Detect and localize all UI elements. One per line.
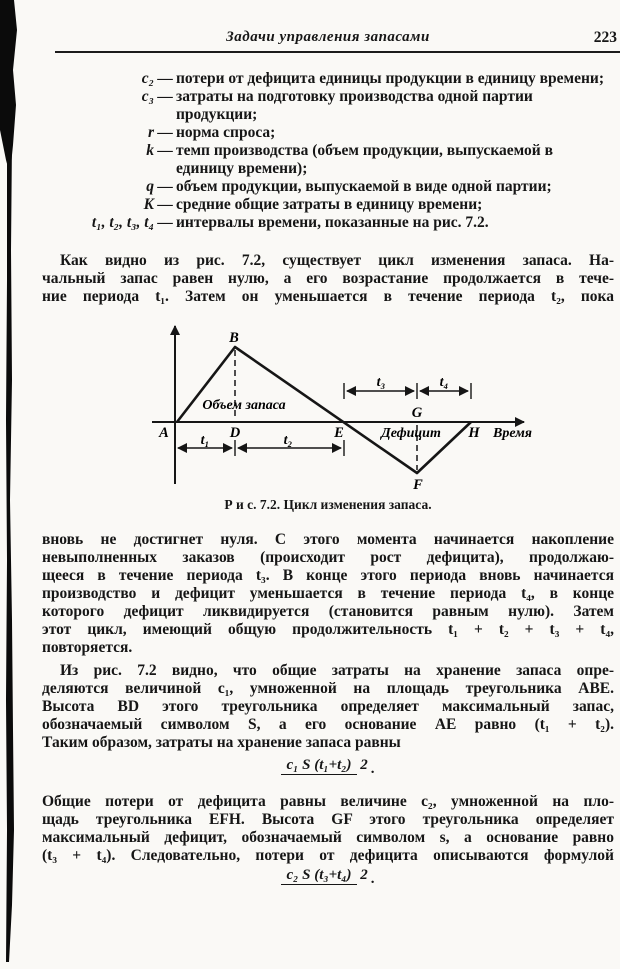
text-line: этот цикл, имеющий общую продолжительность t₁ + t₂ + t₃ + t₄, [42,621,614,638]
text-line: вновь не достигнет нуля. С этого момента начинается накопление [42,531,614,548]
storage-cost-formula [42,753,614,778]
definition-symbol: c₂ [141,70,154,87]
formula-numerator: c₁ S (t₁+t₂) [281,757,356,775]
definition-item [42,124,614,142]
deficit-loss-formula [42,863,614,888]
text-line: темп производства (объем продукции, выпускаемой [176,142,541,159]
definition-symbol: c₃ [141,88,154,105]
paragraph [42,531,614,657]
text-line: объем продукции, выпускаемой в виде одной партии; [176,178,552,195]
gutter-line [6,140,14,962]
paragraph [42,252,614,306]
text-line: повторяется. [42,639,133,656]
definition-dash: — [157,88,173,105]
definition-symbol: K [143,196,154,213]
definition-item [42,70,614,88]
text-line: (t₃ + t₄). Следовательно, потери от дефицита описываются формулой [42,847,614,864]
point-label-e: E [334,425,344,441]
page-number: 223 [593,29,617,46]
point-label-f: F [413,477,423,493]
definition-dash: — [157,214,173,231]
text-line: ние периода t₁. Затем он уменьшается в течение периода t₂, пока [42,288,614,305]
definition-symbol: q [146,178,154,195]
text-line: в единицу времени); [176,142,553,177]
text-line: потери от дефицита единицы продукции в единицу [176,70,536,87]
text-line: максимальный дефицит, обозначаемый символом s, а основание равно [42,829,614,846]
deficit-label: Дефицит [381,426,441,441]
time-axis-label: Время [493,426,533,441]
definition-symbol: r [147,124,154,141]
formula-denominator: 2 [360,867,368,883]
definition-symbol: t₁, t₂, t₃, t₄ [91,214,154,231]
formula-period: . [370,871,375,887]
point-label-d: D [229,425,241,441]
text-line: Из рис. 7.2 видно, что общие затраты на хранение запаса опре- [60,662,614,679]
definition-dash: — [157,178,173,195]
stock-volume-label: Объем запаса [202,398,286,413]
text-line: обозначаемый символом S, а его основание AE равно (t₁ + t₂). [42,716,614,733]
definition-dash: — [157,124,173,141]
formula-numerator: c₂ S (t₃+t₄) [281,867,356,885]
definition-item [42,142,614,178]
inventory-cycle-figure [0,312,620,498]
text-line: производство и дефицит уменьшается в течение периода t₄, в конце [42,585,614,602]
point-label-h: H [468,425,480,441]
text-line: щееся в течение периода t₃. В конце этого периода вновь начинается [42,567,614,584]
text-line: времени; [539,70,604,87]
interval-label-t4: t₄ [439,375,449,390]
paragraph [42,793,614,865]
running-header-title: Задачи управления запасами [226,29,430,45]
text-line: Как видно из рис. 7.2, существует цикл изменения запаса. На- [60,252,614,269]
definition-dash: — [157,196,173,213]
text-line: Общие потери от дефицита равны величине c₂, умноженной на пло- [42,793,614,810]
text-line: интервалы времени, показанные на рис. 7.2. [176,214,489,231]
text-line: средние общие затраты в единицу времени; [176,196,483,213]
text-line: чальный запас равен нулю, а его возрастание продолжается в тече- [42,270,614,287]
definition-item [42,196,614,214]
paragraph [42,662,614,752]
definition-item [42,214,614,232]
text-line: затраты на подготовку производства одной партии [176,88,533,105]
interval-label-t2: t₂ [283,433,293,448]
point-label-b: B [229,330,239,346]
formula-denominator: 2 [360,757,368,773]
definition-symbol: k [146,142,154,159]
header-rule [55,51,620,53]
text-line: Таким образом, затраты на хранение запаса равны [42,734,401,751]
definition-dash: — [157,70,173,87]
formula-period: . [370,761,375,777]
interval-label-t1: t₁ [200,433,210,448]
figure-caption: Р и с. 7.2. Цикл изменения запаса. [224,497,432,512]
text-line: продукции; [176,106,258,123]
point-label-g: G [411,405,423,421]
text-line: которого дефицит ликвидируется (становится равным нулю). Затем [42,603,614,620]
interval-label-t3: t₃ [376,375,386,390]
text-line: Высота BD этого треугольника определяет максимальный запас, [42,698,614,715]
point-label-a: A [159,425,169,441]
text-line: деляются величиной c₁, умноженной на площадь треугольника ABE. [42,680,614,697]
definition-item [42,178,614,196]
notation-definition-list [42,70,614,232]
text-line: невыполненных заказов (происходит рост дефицита), продолжаю- [42,549,614,566]
text-line: щадь треугольника EFH. Высота GF этого треугольника определяет [42,811,614,828]
definition-item [42,88,614,124]
definition-dash: — [157,142,173,159]
text-line: норма спроса; [176,124,276,141]
